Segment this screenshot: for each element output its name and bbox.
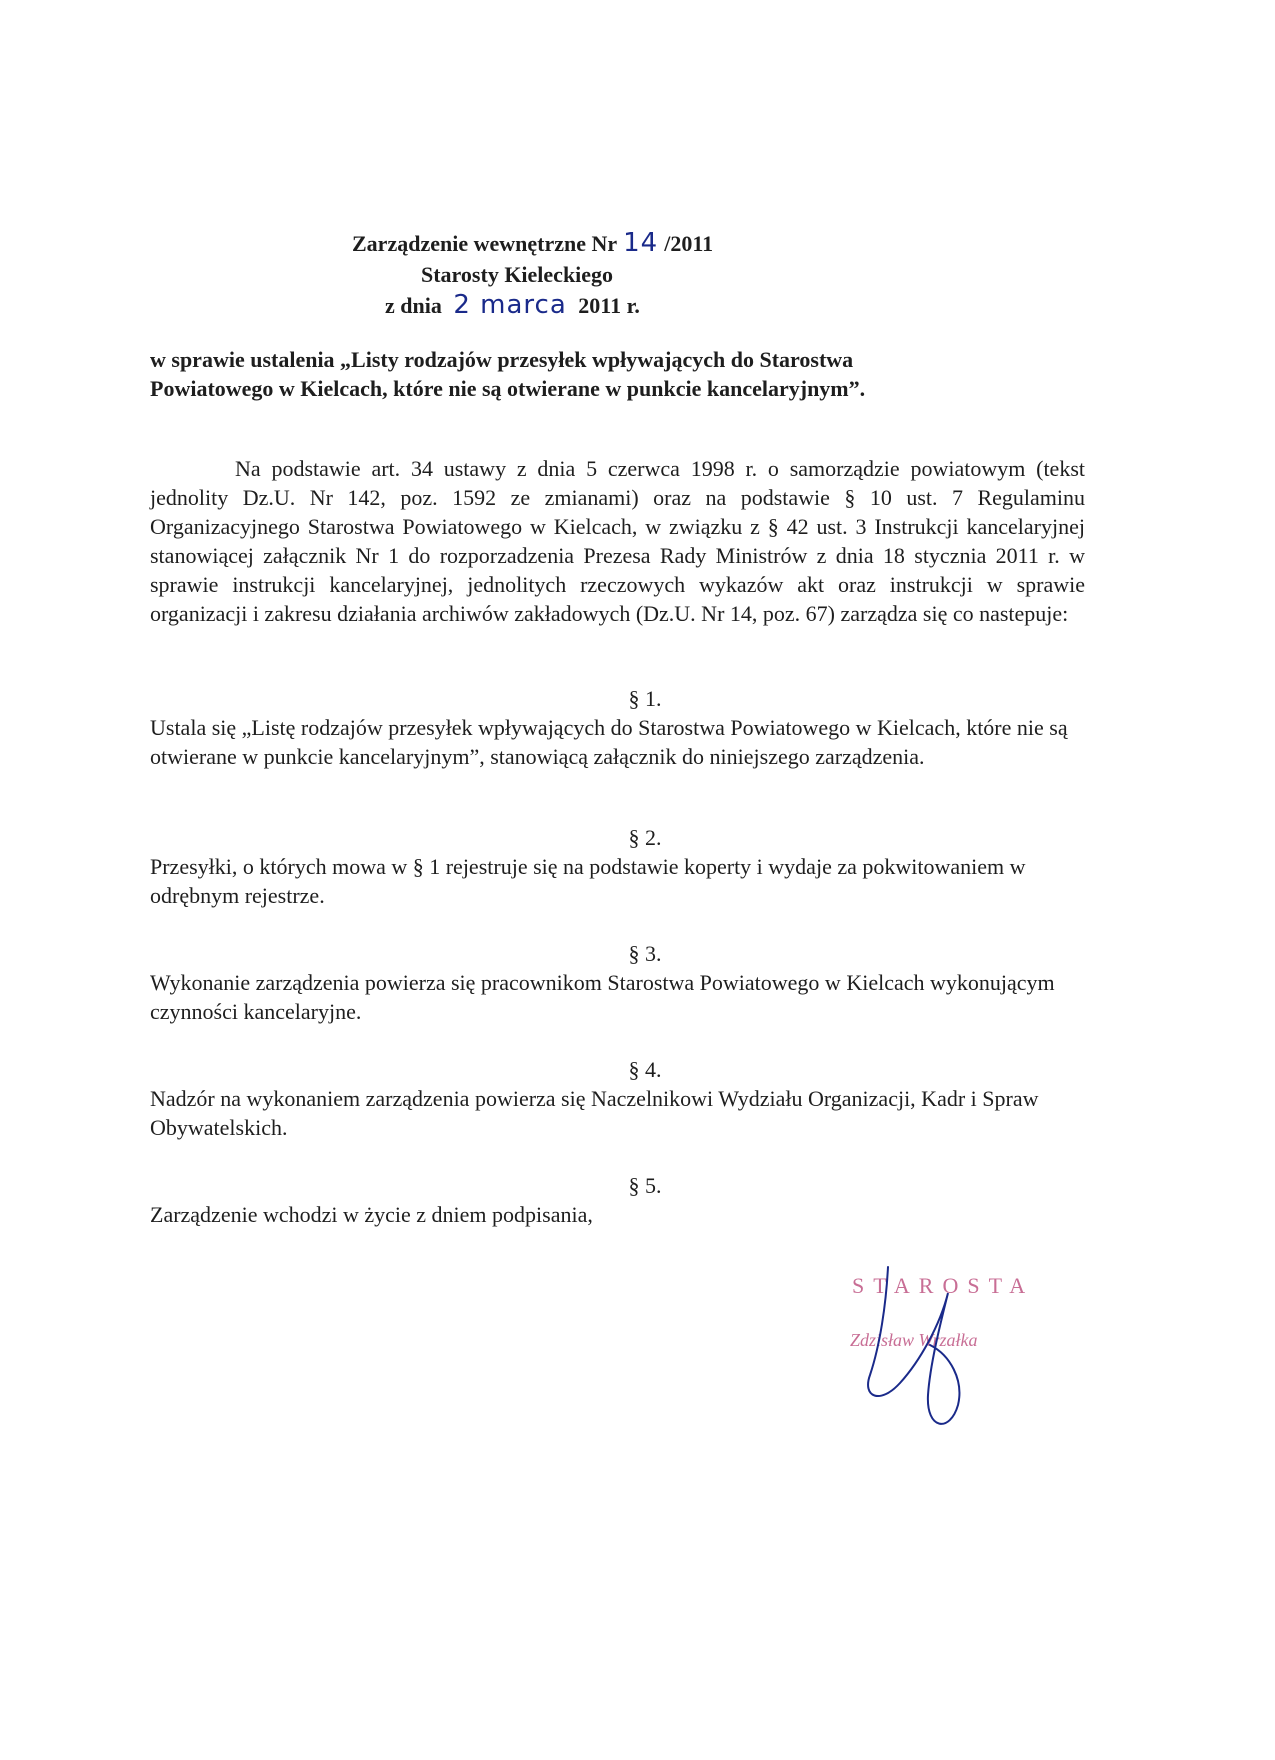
stamp-name: Zdzisław Wrzałka [850, 1330, 978, 1350]
document-subject: w sprawie ustalenia „Listy rodzajów przesyłek wpływających do Starostwa Powiatowego w Kielcach, które nie są otwierane w punkcie kancelaryjnym”. [150, 347, 866, 401]
header-line-2: Starosty Kieleckiego [421, 262, 614, 287]
section-number: § 3. [628, 941, 662, 966]
header-line-1 [352, 228, 713, 259]
handwritten-date: 2 marca [453, 290, 567, 320]
section-number: § 2. [628, 825, 662, 850]
date-prefix: z dnia [385, 293, 442, 318]
legal-basis-paragraph: Na podstawie art. 34 ustawy z dnia 5 czerwca 1998 r. o samorządzie powiatowym (tekst jednolity Dz.U. Nr 142, poz. 1592 ze zmianami) oraz na podstawie § 10 ust. 7 Regulaminu Organizacyjnego Starostwa Powiatowego w Kielcach, w związku z § 42 ust. 3 Instrukcji kancelaryjnej stanowiącej załącznik Nr 1 do rozporzadzenia Prezesa Rady Ministrów z dnia 18 stycznia 2011 r. w sprawie instrukcji kancelaryjnej, jednolitych rzeczowych wykazów akt oraz instrukcji w sprawie organizacji i zakresu działania archiwów zakładowych (Dz.U. Nr 14, poz. 67) zarządza się co nastepuje: [150, 456, 1085, 626]
section-number: § 4. [628, 1057, 662, 1082]
section-2 [150, 823, 1085, 910]
section-1 [150, 684, 1085, 771]
header-year: /2011 [664, 231, 714, 256]
document-header [352, 228, 713, 321]
section-text: Wykonanie zarządzenia powierza się pracownikom Starostwa Powiatowego w Kielcach wykonującym czynności kancelaryjne. [150, 970, 1055, 1024]
section-number: § 1. [628, 686, 662, 711]
header-line-3 [352, 290, 713, 321]
section-text: Zarządzenie wchodzi w życie z dniem podpisania, [150, 1202, 593, 1227]
section-text: Nadzór na wykonaniem zarządzenia powierza się Naczelnikowi Wydziału Organizacji, Kadr i Spraw Obywatelskich. [150, 1086, 1039, 1140]
date-year: 2011 r. [578, 293, 640, 318]
header-title: Zarządzenie wewnętrzne Nr [352, 231, 618, 256]
handwritten-signature [840, 1265, 1040, 1435]
section-3 [150, 939, 1085, 1026]
official-stamp [840, 1265, 1040, 1435]
stamp-title: STAROSTA [852, 1273, 1035, 1298]
section-5 [150, 1171, 1085, 1229]
section-4 [150, 1055, 1085, 1142]
handwritten-number: 14 [623, 228, 659, 258]
section-text: Przesyłki, o których mowa w § 1 rejestruje się na podstawie koperty i wydaje za pokwitowaniem w odrębnym rejestrze. [150, 854, 1026, 908]
section-number: § 5. [628, 1173, 662, 1198]
section-text: Ustala się „Listę rodzajów przesyłek wpływających do Starostwa Powiatowego w Kielcach, które nie są otwierane w punkcie kancelaryjnym”, stanowiącą załącznik do niniejszego zarządzenia. [150, 715, 1068, 769]
